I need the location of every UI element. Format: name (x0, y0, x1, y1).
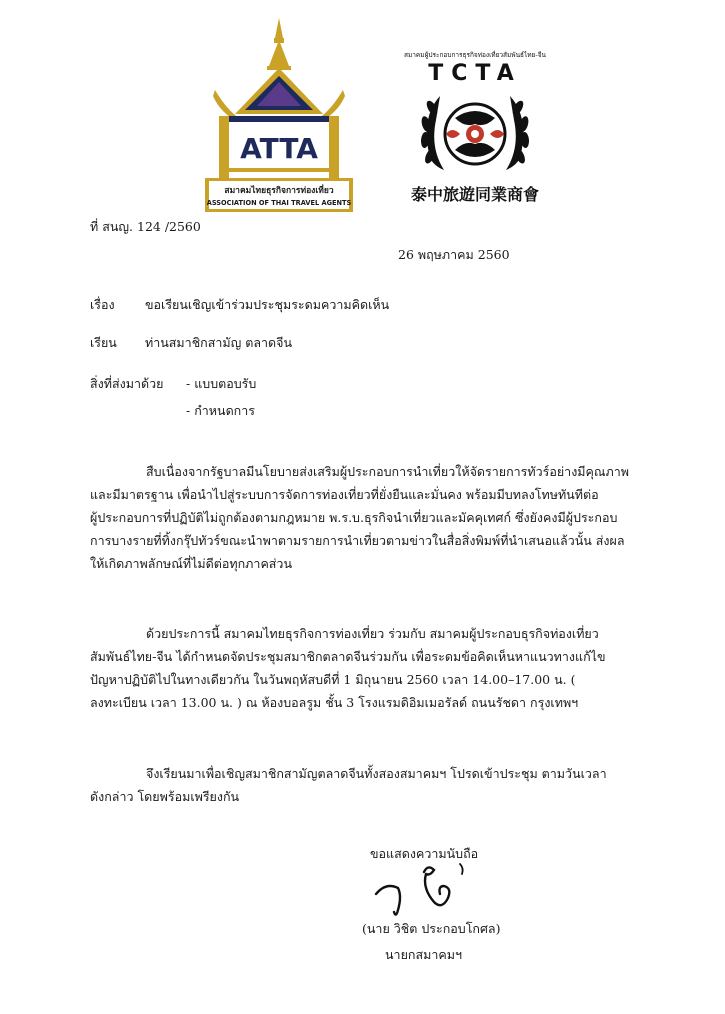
tcta-top-text: สมาคมผู้ประกอบการธุรกิจท่องเที่ยวสัมพันธ์ไทย-จีน (404, 51, 546, 59)
tcta-acronym: TCTA (428, 61, 522, 86)
paragraph-line: ด้วยประการนี้ สมาคมไทยธุรกิจการท่องเที่ยว ร่วมกับ สมาคมผู้ประกอบธุรกิจท่องเที่ยว (146, 626, 599, 641)
paragraph-line: และมีมาตรฐาน เพื่อนำไปสู่ระบบการจัดการท่องเที่ยวที่ยั่งยืนและมั่นคง พร้อมมีบทลงโทษทันทีต่อ (90, 487, 599, 502)
body-paragraph-2 (90, 622, 650, 714)
atta-name-en: ASSOCIATION OF THAI TRAVEL AGENTS (206, 199, 352, 207)
body-paragraph-3 (90, 762, 650, 808)
signature (368, 862, 478, 922)
paragraph-line: ปัญหาปฏิบัติไปในทางเดียวกัน ในวันพฤหัสบดีที่ 1 มิถุนายน 2560 เวลา 14.00–17.00 น. ( (90, 672, 576, 687)
atta-acronym: ATTA (240, 132, 318, 165)
subject-label: เรื่อง (90, 297, 115, 312)
closing-text: ขอแสดงความนับถือ (370, 846, 479, 861)
atta-logo (205, 18, 353, 212)
recipient-text: ท่านสมาชิกสามัญ ตลาดจีน (145, 335, 293, 350)
paragraph-line: ให้เกิดภาพลักษณ์ที่ไม่ดีต่อทุกภาคส่วน (90, 556, 292, 571)
tcta-chinese-name: 泰中旅遊同業商會 (410, 185, 540, 204)
paragraph-line: ดังกล่าว โดยพร้อมเพรียงกัน (90, 789, 240, 804)
enclosure-item: - แบบตอบรับ (186, 376, 257, 391)
tcta-emblem-icon (445, 104, 505, 164)
letter-date: 26 พฤษภาคม 2560 (398, 247, 510, 262)
enclosures-label: สิ่งที่ส่งมาด้วย (90, 376, 164, 391)
body-paragraph-1 (90, 460, 650, 575)
paragraph-line: การบางรายที่ทิ้งกรุ๊ปทัวร์ขณะนำพาตามรายการนำเที่ยวตามข่าวในสื่อสิ่งพิมพ์ที่นำเสนอแล้วนั้น ส่งผล (90, 533, 625, 548)
paragraph-line: สืบเนื่องจากรัฐบาลมีนโยบายส่งเสริมผู้ประกอบการนำเที่ยวให้จัดรายการทัวร์อย่างมีคุณภาพ (146, 464, 630, 479)
atta-name-th: สมาคมไทยธุรกิจการท่องเที่ยว (224, 186, 334, 196)
paragraph-line: ลงทะเบียน เวลา 13.00 น. ) ณ ห้องบอลรูม ชั้น 3 โรงแรมดิอิมเมอรัลด์ ถนนรัชดา กรุงเทพฯ (90, 695, 579, 710)
subject-text: ขอเรียนเชิญเข้าร่วมประชุมระดมความคิดเห็น (145, 297, 390, 312)
tcta-logo (400, 48, 550, 208)
paragraph-line: สัมพันธ์ไทย-จีน ได้กำหนดจัดประชุมสมาชิกตลาดจีนร่วมกัน เพื่อระดมข้อคิดเห็นหาแนวทางแก้ไข (90, 649, 606, 664)
enclosure-item: - กำหนดการ (186, 403, 255, 418)
letter-reference: ที่ สนญ. 124 /2560 (90, 219, 201, 234)
recipient-label: เรียน (90, 335, 117, 350)
paragraph-line: ผู้ประกอบการที่ปฏิบัติไม่ถูกต้องตามกฎหมาย พ.ร.บ.ธุรกิจนำเที่ยวและมัคคุเทศก์ ซึ่งยังคงมีผู้ประกอบ (90, 510, 618, 525)
signatory-name: (นาย วิชิต ประกอบโกศล) (362, 921, 501, 936)
paragraph-line: จึงเรียนมาเพื่อเชิญสมาชิกสามัญตลาดจีนทั้งสองสมาคมฯ โปรดเข้าประชุม ตามวันเวลา (146, 766, 607, 781)
signatory-title: นายกสมาคมฯ (385, 947, 462, 962)
atta-spire (275, 18, 283, 38)
